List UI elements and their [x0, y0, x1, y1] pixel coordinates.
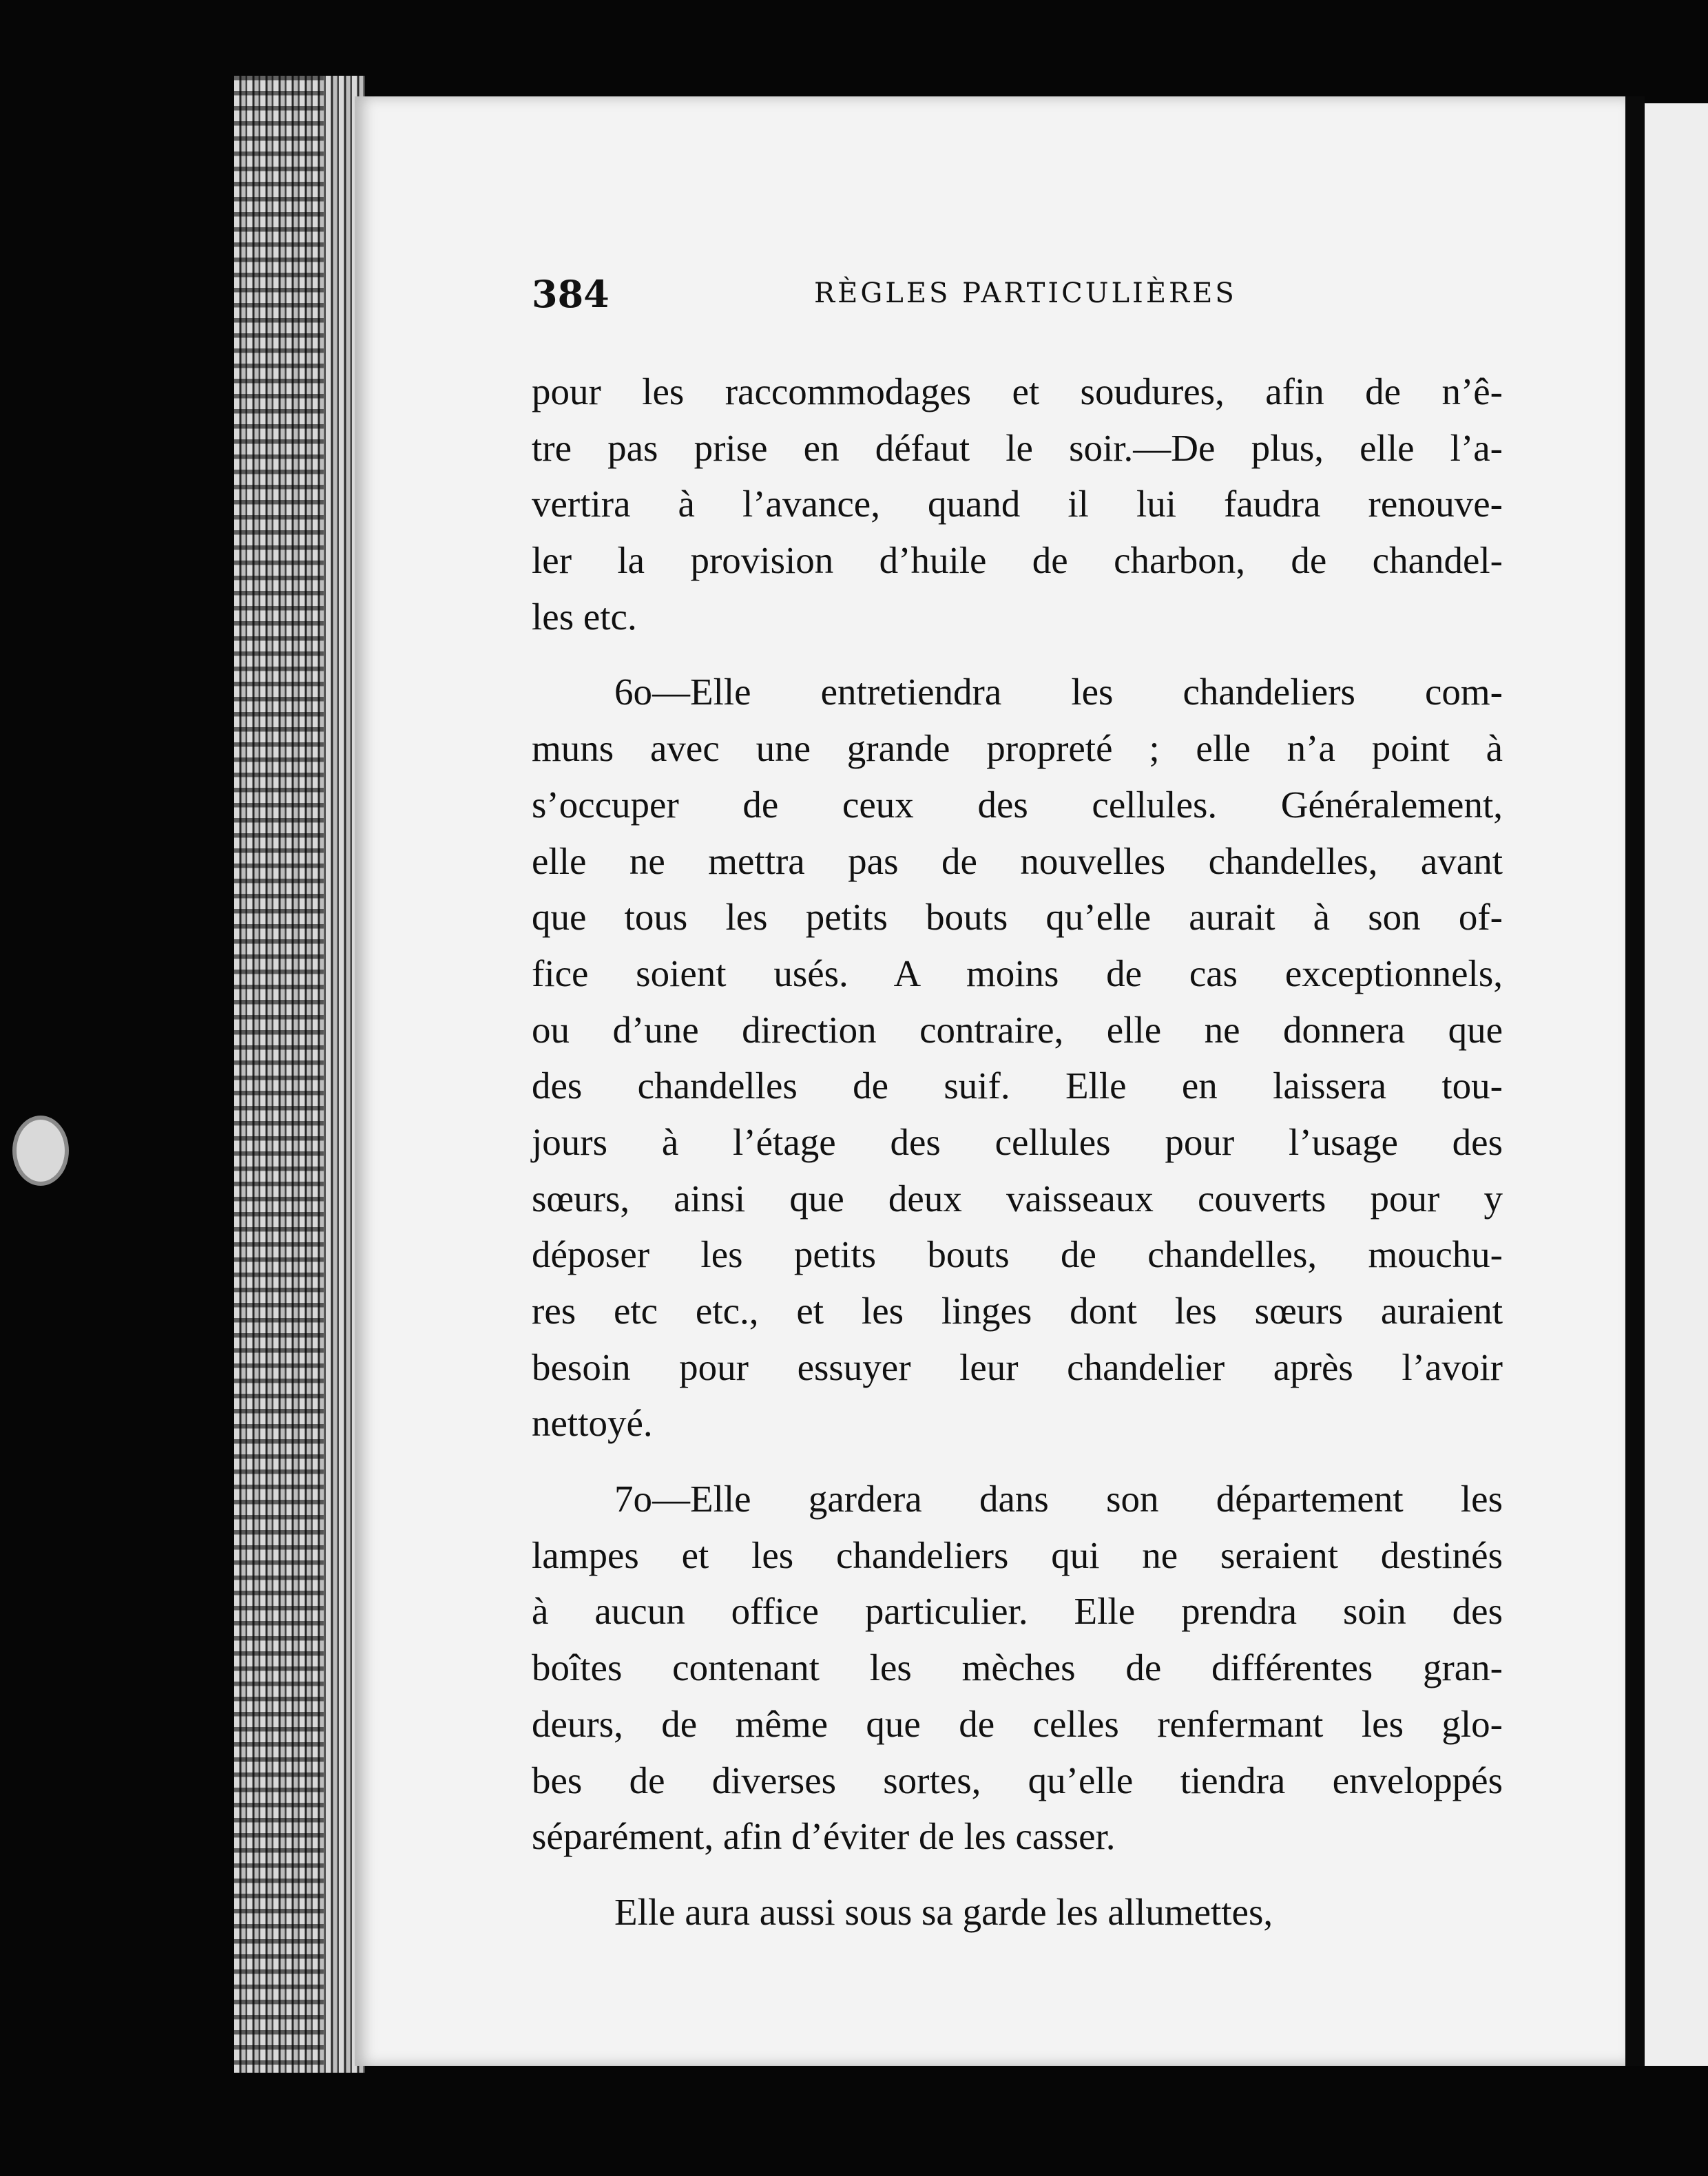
text-line: deurs, de même que de celles renfermant les glo- — [532, 1702, 1503, 1745]
text-line: sœurs, ainsi que deux vaisseaux couverts pour y — [532, 1177, 1503, 1220]
paragraph-start-line: 7o—Elle gardera dans son département les — [614, 1478, 1503, 1520]
text-line: fice soient usés. A moins de cas exceptionnels, — [532, 952, 1503, 994]
text-line: séparément, afin d’éviter de les casser. — [532, 1815, 1116, 1858]
page-edges-shadow — [234, 76, 324, 2073]
text-line: ler la provision d’huile de charbon, de chandel- — [532, 539, 1503, 582]
text-line: ou d’une direction contraire, elle ne donnera que — [532, 1008, 1503, 1051]
scan-artifact — [12, 1116, 69, 1186]
facing-page-edge — [1645, 103, 1708, 2066]
text-line: les etc. — [532, 595, 637, 638]
text-line: boîtes contenant les mèches de différentes gran- — [532, 1646, 1503, 1689]
text-line: pour les raccommodages et soudures, afin de n’ê- — [532, 370, 1503, 412]
page-header — [532, 272, 1275, 327]
text-line: res etc etc., et les linges dont les sœurs auraient — [532, 1290, 1503, 1332]
text-line: déposer les petits bouts de chandelles, mouchu- — [532, 1233, 1503, 1276]
text-line: muns avec une grande propreté ; elle n’a point à — [532, 727, 1503, 770]
text-line: bes de diverses sortes, qu’elle tiendra enveloppés — [532, 1759, 1503, 1801]
body-text — [532, 364, 1503, 1940]
page-number: 384 — [532, 272, 610, 316]
text-line: s’occuper de ceux des cellules. Généralement, — [532, 783, 1503, 826]
book-gutter — [1625, 96, 1645, 2066]
text-line: besoin pour essuyer leur chandelier après l’avoir — [532, 1346, 1503, 1388]
text-line: lampes et les chandeliers qui ne seraient destinés — [532, 1534, 1503, 1576]
text-line: jours à l’étage des cellules pour l’usage des — [532, 1120, 1503, 1163]
paragraph-start-line: Elle aura aussi sous sa garde les allumettes, — [614, 1890, 1273, 1933]
text-line: vertira à l’avance, quand il lui faudra renouve- — [532, 483, 1503, 525]
paragraph-start-line: 6o—Elle entretiendra les chandeliers com- — [614, 671, 1503, 713]
running-title: RÈGLES PARTICULIÈRES — [814, 278, 1237, 309]
text-line: à aucun office particulier. Elle prendra soin des — [532, 1590, 1503, 1633]
text-line: elle ne mettra pas de nouvelles chandelles, avant — [532, 839, 1503, 882]
text-line: que tous les petits bouts qu’elle aurait à son of- — [532, 896, 1503, 939]
text-line: des chandelles de suif. Elle en laissera tou- — [532, 1065, 1503, 1107]
text-line: nettoyé. — [532, 1402, 653, 1445]
text-line: tre pas prise en défaut le soir.—De plus, elle l’a- — [532, 426, 1503, 469]
